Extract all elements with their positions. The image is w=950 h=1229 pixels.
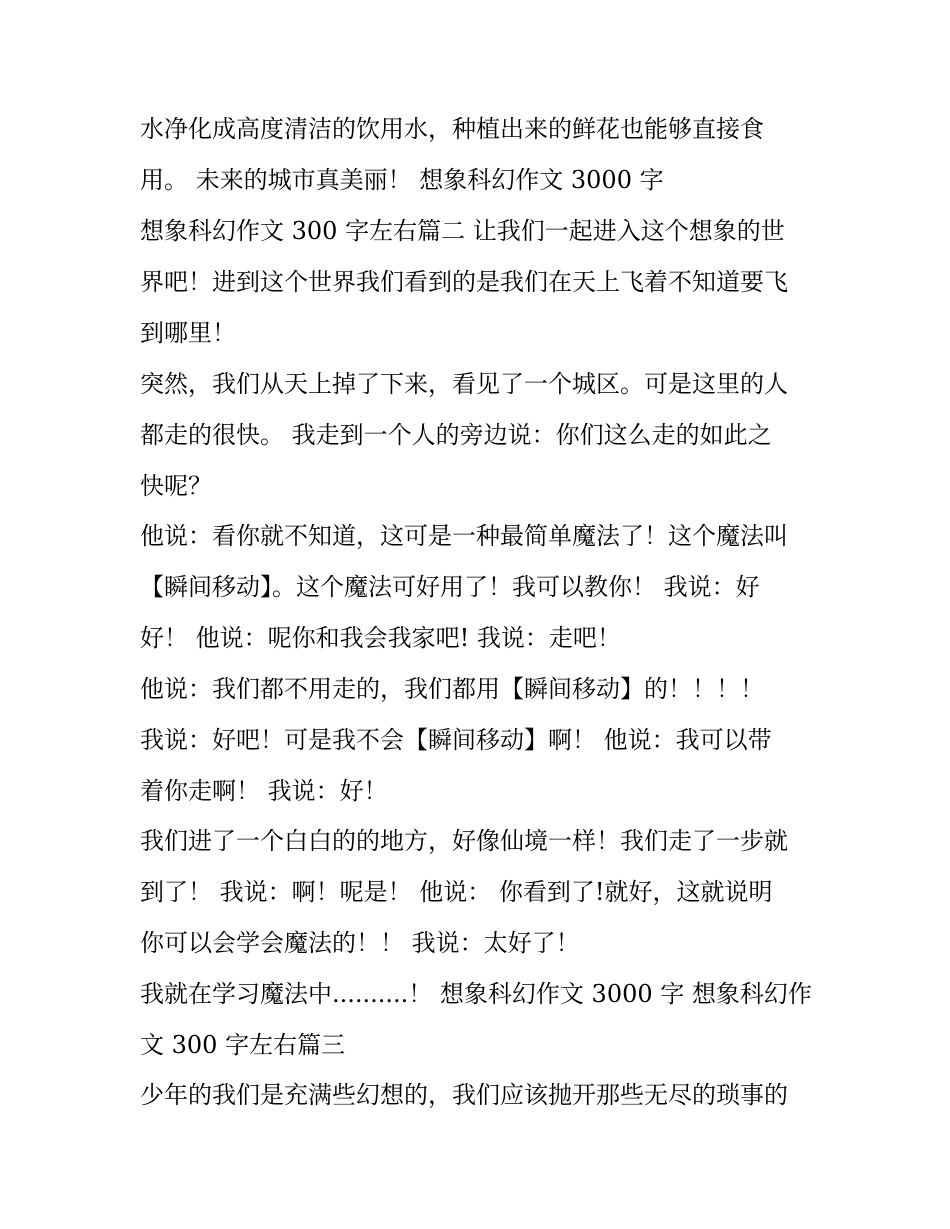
text-line-8: 快呢？ (140, 472, 212, 500)
text-line-18: 我就在学习魔法中..........！ 想象科幻作文 3000 字 想象科幻作 (140, 980, 812, 1008)
text-line-6: 突然，我们从天上掉了下来，看见了一个城区。可是这里的人 (140, 370, 788, 398)
text-line-11: 好！ 他说：呢你和我会我家吧! 我说：走吧！ (140, 624, 621, 652)
text-line-15: 我们进了一个白白的的地方，好像仙境一样！我们走了一步就 (140, 827, 788, 855)
text-line-3: 想象科幻作文 300 字左右篇二 让我们一起进入这个想象的世 (140, 217, 785, 245)
text-line-13: 我说：好吧！可是我不会【瞬间移动】啊！ 他说：我可以带 (140, 726, 772, 754)
text-line-10: 【瞬间移动】。这个魔法可好用了！我可以教你！ 我说：好 (140, 573, 760, 601)
text-line-16: 到了！ 我说：啊！呢是！ 他说： 你看到了!就好，这就说明 (140, 878, 773, 906)
text-line-20: 少年的我们是充满些幻想的，我们应该抛开那些无尽的琐事的 (140, 1081, 788, 1109)
text-line-4: 界吧！进到这个世界我们看到的是我们在天上飞着不知道要飞 (140, 268, 788, 296)
text-line-2: 用。 未来的城市真美丽！ 想象科幻作文 3000 字 (140, 166, 664, 194)
text-line-12: 他说：我们都不用走的，我们都用【瞬间移动】的！！！！ (140, 675, 764, 703)
text-line-5: 到哪里！ (140, 319, 236, 347)
text-line-1: 水净化成高度清洁的饮用水，种植出来的鲜花也能够直接食 (140, 115, 764, 143)
text-line-14: 着你走啊！ 我说：好！ (140, 777, 388, 805)
text-line-17: 你可以会学会魔法的！！ 我说：太好了！ (140, 929, 580, 957)
text-line-9: 他说：看你就不知道，这可是一种最简单魔法了！这个魔法叫 (140, 522, 788, 550)
text-line-7: 都走的很快。 我走到一个人的旁边说：你们这么走的如此之 (140, 421, 772, 449)
text-line-19: 文 300 字左右篇三 (140, 1031, 346, 1059)
